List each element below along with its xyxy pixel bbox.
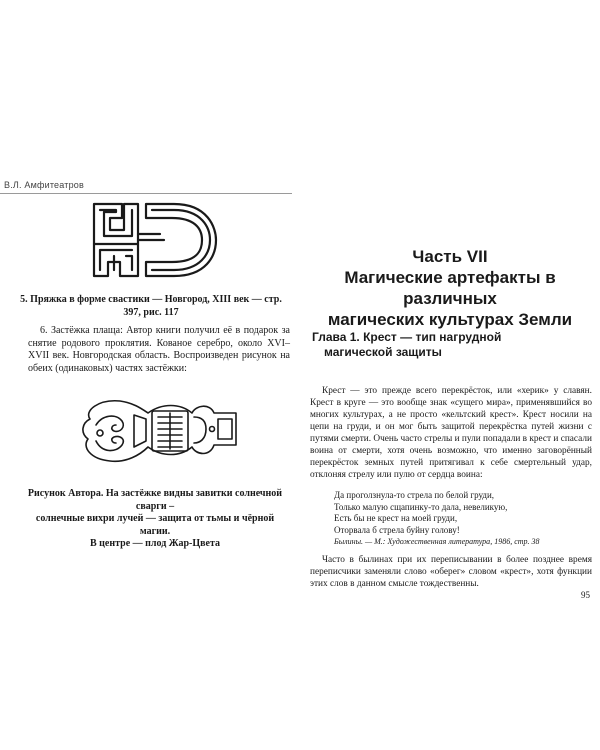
chapter-title-line: Глава 1. Крест — тип нагрудной xyxy=(312,330,502,344)
poem-line: Да проголзнула-то стрела по белой груди, xyxy=(334,490,495,500)
swastika-buckle-drawing xyxy=(88,200,220,280)
poem-line: Только малую сщапинку-то дала, невеликую, xyxy=(334,501,508,512)
poem-quote xyxy=(334,490,584,548)
part-title-line: Часть VII xyxy=(412,247,488,266)
source-title: Художественная литература xyxy=(387,537,491,546)
running-head: В.Л. Амфитеатров xyxy=(4,180,84,190)
poem-line: Оторвала б стрела буйну голову! xyxy=(334,524,460,535)
figure-5-caption: 5. Пряжка в форме свастики — Новгород, XIII век — стр. 397, рис. 117 xyxy=(20,294,282,318)
caption-line: солнечные вихри лучей — защита от тьмы и чёрной магии. xyxy=(35,513,275,537)
caption-line: Рисунок Автора. На застёжке видны завитки солнечной сварги – xyxy=(27,488,283,512)
paragraph-oberег: Часто в былинах при их переписывании в более позднее время переписчики заменяли слово «оберег» словом «крест», хотя функции этих слов в данном смысле тождественны. xyxy=(310,555,592,589)
left-page xyxy=(0,178,296,608)
part-title-line: магических культурах Земли xyxy=(327,310,573,329)
right-page xyxy=(296,178,600,608)
clasp-drawing xyxy=(76,391,244,479)
caption-line: В центре — плод Жар-Цвета xyxy=(90,538,220,549)
chapter-title xyxy=(312,330,542,360)
header-rule xyxy=(0,193,292,194)
figure-6-caption xyxy=(22,488,288,551)
paragraph-6: 6. Застёжка плаща: Автор книги получил её в подарок за снятие родового проклятия. Кованое серебро, около XVI–XVII век. Новгородская область. Воспроизведен рисунок на обеих (одинаковых) частях застёжки: xyxy=(28,325,290,374)
poem-line: Есть бы не крест на моей груди, xyxy=(334,513,458,523)
part-title-line: Магические артефакты в различных xyxy=(344,268,556,308)
source-tail: , 1986, стр. 38 xyxy=(490,537,540,546)
book-spread xyxy=(0,178,600,608)
part-title xyxy=(302,246,598,330)
paragraph-cross: Крест — это прежде всего перекрёсток, или «херик» у славян. Крест в круге — это вообще знак «сущего мира», применявшийся во многих культурах, а не просто «кельтский крест». Крест носили на цепи на груди, и он мог быть защитой перекрёстка путей жизни с путями смерти. Очень часто стрелы и пули попадали в крест и спасали воина от смерти, хотя очень возможно, что именно заговорённый перекрёсток земных путей притягивал к себе смертельный удар, отклоняя стрелу или пулю от сердца воина: xyxy=(310,386,592,480)
chapter-title-line: магической защиты xyxy=(324,345,442,359)
source-plain: Былины. — М.: xyxy=(334,537,388,546)
page-number: 95 xyxy=(581,590,590,600)
poem-source xyxy=(334,536,584,548)
